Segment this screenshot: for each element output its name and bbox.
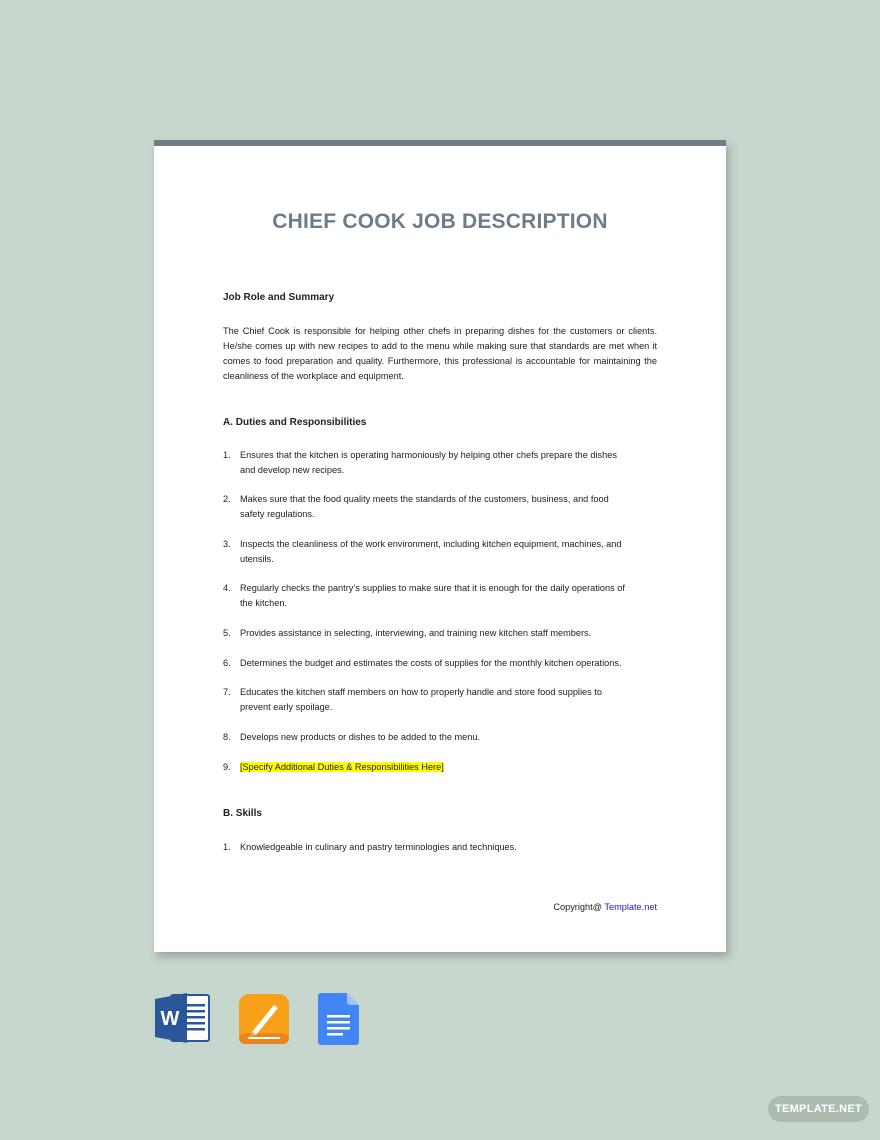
duty-item xyxy=(223,685,657,715)
template-net-watermark: TEMPLATE.NET xyxy=(768,1096,869,1122)
job-summary-paragraph: The Chief Cook is responsible for helping other chefs in preparing dishes for the customers or clients. He/she comes up with new recipes to add to the menu while making sure that standards are met when it comes to food preparation and quality. Furthermore, this professional is accountable for maintaining the cleanliness of the workplace and equipment. xyxy=(223,326,657,381)
google-docs-icon[interactable] xyxy=(318,993,360,1045)
duty-item xyxy=(223,581,657,611)
list-number: 3. xyxy=(223,539,231,549)
list-text-line: Knowledgeable in culinary and pastry terminologies and techniques. xyxy=(240,842,517,852)
list-text-line: prevent early spoilage. xyxy=(240,702,333,712)
job-role-heading: Job Role and Summary xyxy=(223,292,335,303)
list-text-line: Develops new products or dishes to be added to the menu. xyxy=(240,732,481,742)
word-icon[interactable] xyxy=(155,993,211,1043)
copyright-link[interactable]: Template.net xyxy=(604,902,657,912)
duty-item xyxy=(223,760,657,775)
list-text-line: utensils. xyxy=(240,554,274,564)
duty-item xyxy=(223,492,657,522)
duty-item xyxy=(223,656,657,671)
list-number: 6. xyxy=(223,658,231,668)
document-page xyxy=(154,140,726,952)
list-text-line: Makes sure that the food quality meets the standards of the customers, business, and food xyxy=(240,494,609,504)
list-number: 7. xyxy=(223,687,231,697)
duty-item xyxy=(223,730,657,745)
list-number: 5. xyxy=(223,628,231,638)
skill-item xyxy=(223,840,657,855)
svg-text:W: W xyxy=(160,1008,180,1030)
page-top-bar xyxy=(154,140,726,146)
list-text-line: Determines the budget and estimates the costs of supplies for the monthly kitchen operations. xyxy=(240,658,622,668)
duty-item xyxy=(223,448,657,478)
list-text-line: Ensures that the kitchen is operating harmoniously by helping other chefs prepare the dishes xyxy=(240,450,617,460)
list-text-line: Educates the kitchen staff members on how to properly handle and store food supplies to xyxy=(240,687,602,697)
pages-icon[interactable] xyxy=(238,993,290,1045)
list-number: 2. xyxy=(223,494,231,504)
duty-item xyxy=(223,626,657,641)
list-text-line: Inspects the cleanliness of the work environment, including kitchen equipment, machines, and xyxy=(240,539,622,549)
list-number: 8. xyxy=(223,732,231,742)
list-number: 1. xyxy=(223,450,231,460)
skills-heading: B. Skills xyxy=(223,808,262,819)
duty-item xyxy=(223,537,657,567)
list-number: 9. xyxy=(223,762,231,772)
copyright-prefix: Copyright@ xyxy=(553,902,605,912)
list-text-line: the kitchen. xyxy=(240,598,287,608)
list-number: 1. xyxy=(223,842,231,852)
document-title: CHIEF COOK JOB DESCRIPTION xyxy=(272,210,608,233)
duties-heading: A. Duties and Responsibilities xyxy=(223,417,367,428)
list-number: 4. xyxy=(223,583,231,593)
list-text-line: safety regulations. xyxy=(240,509,315,519)
list-text-line: and develop new recipes. xyxy=(240,465,345,475)
list-text-line: Regularly checks the pantry’s supplies to make sure that it is enough for the daily operations of xyxy=(240,583,625,593)
list-text-line: Provides assistance in selecting, interviewing, and training new kitchen staff members. xyxy=(240,628,592,638)
copyright-notice xyxy=(553,902,657,912)
highlighted-placeholder-text[interactable]: [Specify Additional Duties & Responsibilities Here] xyxy=(240,762,444,772)
